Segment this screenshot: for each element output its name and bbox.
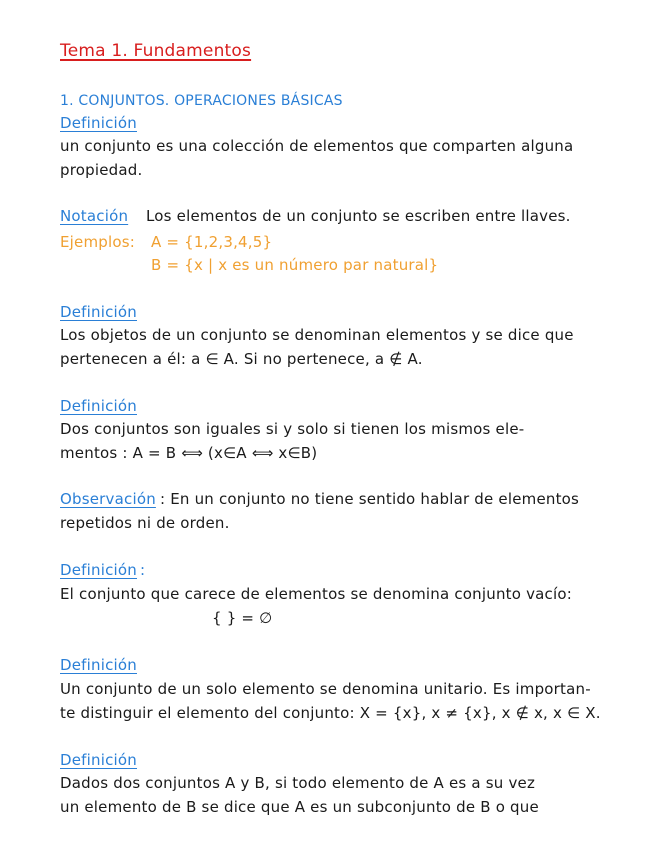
definition-text-line: pertenecen a él: a ∈ A. Si no pertenece, a ∉ A. bbox=[60, 350, 423, 368]
empty-set-formula: { } = ∅ bbox=[212, 609, 273, 627]
definition-text-line: Dados dos conjuntos A y B, si todo elemento de A es a su vez bbox=[60, 774, 536, 792]
definition-text-line: Los objetos de un conjunto se denominan elementos y se dice que bbox=[60, 326, 574, 344]
observation-text-line: : En un conjunto no tiene sentido hablar de elementos bbox=[160, 490, 580, 508]
notation-text: Los elementos de un conjunto se escriben entre llaves. bbox=[146, 207, 571, 225]
definition-label: Definición bbox=[60, 303, 137, 321]
observation-text-line: repetidos ni de orden. bbox=[60, 514, 230, 532]
section-heading: 1. CONJUNTOS. OPERACIONES BÁSICAS bbox=[60, 93, 343, 109]
definition-label: Definición bbox=[60, 751, 137, 769]
observation-label: Observación bbox=[60, 490, 156, 508]
notation-label: Notación bbox=[60, 207, 129, 225]
definition-text-line: Un conjunto de un solo elemento se denomina unitario. Es importan- bbox=[60, 680, 591, 698]
definition-label: Definición bbox=[60, 114, 137, 132]
examples-label: Ejemplos: bbox=[60, 233, 136, 251]
definition-label: Definición bbox=[60, 397, 137, 415]
example-line: B = {x | x es un número par natural} bbox=[151, 256, 439, 274]
definition-text-line: te distinguir el elemento del conjunto: X = {x}, x ≠ {x}, x ∉ x, x ∈ X. bbox=[60, 704, 601, 722]
definition-text-line: propiedad. bbox=[60, 161, 143, 179]
definition-label: Definición bbox=[60, 561, 137, 579]
definition-label: Definición bbox=[60, 656, 137, 674]
definition-text-line: El conjunto que carece de elementos se denomina conjunto vacío: bbox=[60, 585, 573, 603]
definition-text-line: Dos conjuntos son iguales si y solo si tienen los mismos ele- bbox=[60, 420, 525, 438]
example-line: A = {1,2,3,4,5} bbox=[151, 233, 273, 251]
definition-text-line: un elemento de B se dice que A es un subconjunto de B o que bbox=[60, 798, 539, 816]
definition-text-line: mentos : A = B ⟺ (x∈A ⟺ x∈B) bbox=[60, 444, 318, 462]
page-title: Tema 1. Fundamentos bbox=[60, 41, 252, 61]
definition-colon: : bbox=[140, 561, 146, 579]
definition-text-line: un conjunto es una colección de elementos que comparten alguna bbox=[60, 137, 574, 155]
